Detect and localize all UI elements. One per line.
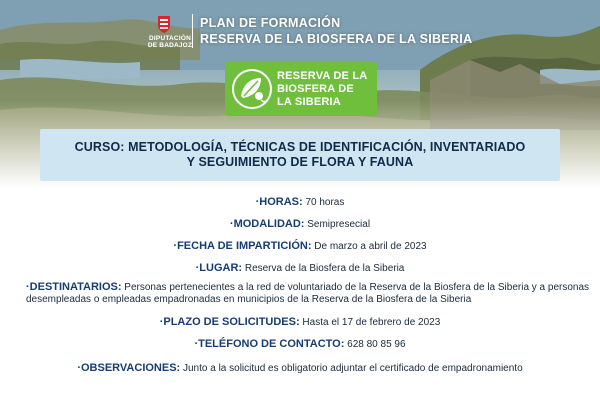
detail-label: ·HORAS: xyxy=(255,196,303,208)
course-title-box xyxy=(40,129,560,181)
detail-destinatarios xyxy=(26,281,592,306)
badge-line-2: BIOSFERA DE xyxy=(277,83,354,95)
detail-value: Hasta el 17 de febrero de 2023 xyxy=(299,317,441,328)
detail-value: Junto a la solicitud es obligatorio adjuntar el certificado de empadronamiento xyxy=(180,363,523,374)
detail-value: Reserva de la Biosfera de la Siberia xyxy=(242,263,405,274)
detail-observaciones xyxy=(0,362,600,375)
detail-modalidad xyxy=(0,218,600,231)
detail-label: ·DESTINATARIOS: xyxy=(26,281,122,293)
detail-label: ·TELÉFONO DE CONTACTO: xyxy=(194,338,345,350)
plan-title xyxy=(200,15,472,47)
detail-label: ·FECHA DE IMPARTICIÓN: xyxy=(173,240,312,252)
leaf-emblem-icon xyxy=(231,68,273,110)
detail-horas xyxy=(0,196,600,209)
badge-text xyxy=(277,70,367,109)
course-title xyxy=(75,140,526,170)
reserva-badge xyxy=(225,62,377,116)
header-divider xyxy=(192,14,193,48)
detail-label: ·OBSERVACIONES: xyxy=(77,362,181,374)
detail-lugar xyxy=(0,262,600,275)
detail-telefono xyxy=(0,338,600,351)
course-title-line-2: Y SEGUIMIENTO DE FLORA Y FAUNA xyxy=(186,155,414,169)
org-name-line-2: DE BADAJOZ xyxy=(147,42,193,49)
detail-label: ·LUGAR: xyxy=(195,262,243,274)
diputacion-logo xyxy=(140,14,192,50)
detail-value: Semipresecial xyxy=(304,219,371,230)
detail-value: 70 horas xyxy=(302,197,345,208)
org-name-line-1: DIPUTACIÓN xyxy=(149,35,191,42)
plan-title-line-1: PLAN DE FORMACIÓN xyxy=(200,16,341,30)
badge-line-1: RESERVA DE LA xyxy=(277,70,368,82)
detail-plazo xyxy=(0,316,600,329)
detail-fecha xyxy=(0,240,600,253)
crest-icon xyxy=(154,14,174,34)
detail-value: Personas pertenecientes a la red de voluntariado de la Reserva de la Biosfera de la Siberia y a personas desempleadas o empleadas empadronadas en municipios de la Reserva de la Biosfera de la Siberia xyxy=(26,282,590,305)
detail-value: 628 80 85 96 xyxy=(344,339,406,350)
detail-value: De marzo a abril de 2023 xyxy=(311,241,427,252)
plan-title-line-2: RESERVA DE LA BIOSFERA DE LA SIBERIA xyxy=(200,32,473,46)
detail-label: ·PLAZO DE SOLICITUDES: xyxy=(159,316,300,328)
detail-label: ·MODALIDAD: xyxy=(229,218,305,230)
badge-line-3: LA SIBERIA xyxy=(277,96,341,108)
course-title-line-1: CURSO: METODOLOGÍA, TÉCNICAS DE IDENTIFICACIÓN, INVENTARIADO xyxy=(74,140,526,154)
